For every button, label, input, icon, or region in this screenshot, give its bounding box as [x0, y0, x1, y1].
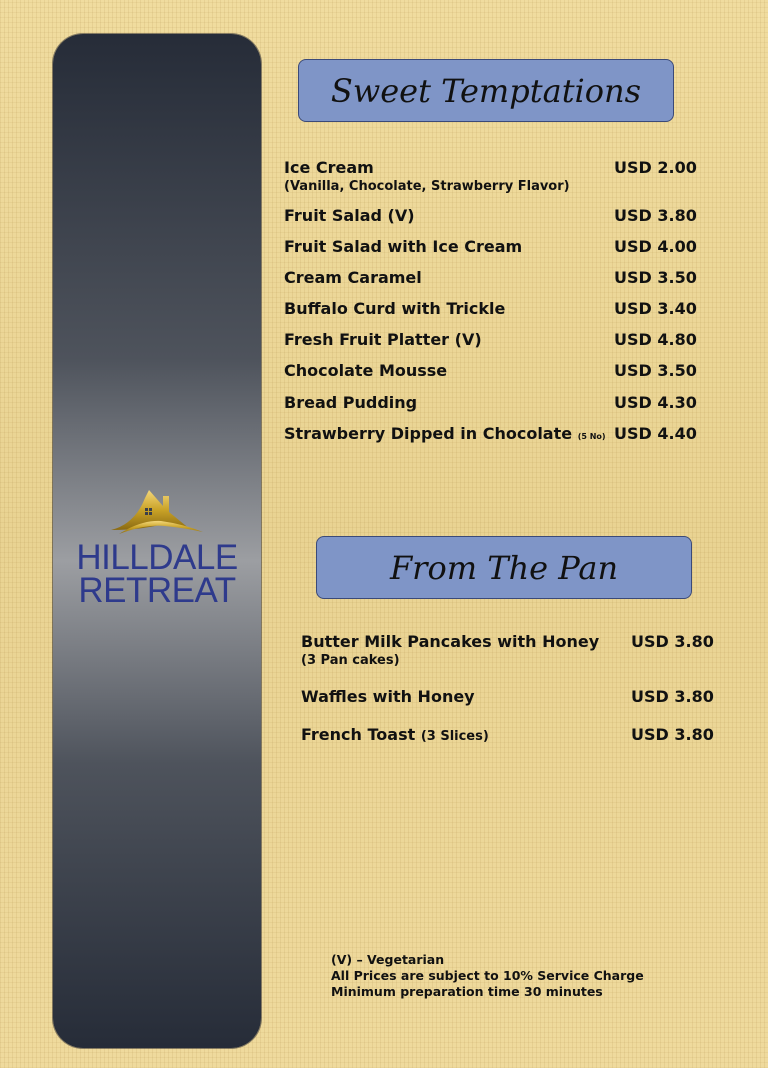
item-price: USD 2.00 [614, 158, 697, 177]
item-price: USD 3.80 [631, 725, 714, 744]
section-banner-from-the-pan [316, 536, 692, 599]
footnote-vegetarian: (V) – Vegetarian [331, 952, 445, 967]
item-price: USD 4.30 [614, 393, 697, 412]
item-price: USD 4.40 [614, 424, 697, 443]
item-name: Fresh Fruit Platter (V) [284, 330, 482, 349]
item-name-text: Strawberry Dipped in Chocolate [284, 424, 573, 443]
item-name: Chocolate Mousse [284, 361, 448, 380]
item-name: Waffles with Honey [301, 687, 475, 706]
item-name [301, 725, 489, 747]
item-price: USD 3.80 [631, 632, 714, 651]
item-name: Fruit Salad (V) [284, 206, 415, 225]
item-name: Butter Milk Pancakes with Honey [301, 632, 600, 651]
item-price: USD 3.40 [614, 299, 697, 318]
item-description: (Vanilla, Chocolate, Strawberry Flavor) [284, 179, 570, 194]
house-roof-icon [105, 480, 209, 540]
side-panel [53, 34, 261, 1048]
item-price: USD 3.50 [614, 268, 697, 287]
item-price: USD 3.80 [614, 206, 697, 225]
footnotes [331, 952, 644, 1000]
item-description: (3 Pan cakes) [301, 653, 400, 668]
item-note: (3 Slices) [420, 729, 489, 744]
item-name-text: French Toast [301, 725, 416, 744]
brand-name-line2: RETREAT [78, 571, 236, 610]
item-name: Buffalo Curd with Trickle [284, 299, 506, 318]
brand-name-line1: HILLDALE [76, 538, 238, 577]
item-name: Fruit Salad with Ice Cream [284, 237, 523, 256]
section-title: Sweet Temptations [330, 71, 642, 110]
item-name [284, 424, 606, 447]
footnote-preparation-time: Minimum preparation time 30 minutes [331, 984, 603, 999]
item-price: USD 4.80 [614, 330, 697, 349]
item-note: (5 No) [577, 432, 606, 441]
section-title: From The Pan [389, 548, 619, 587]
item-name: Cream Caramel [284, 268, 422, 287]
item-name: Ice Cream [284, 158, 374, 177]
footnote-service-charge: All Prices are subject to 10% Service Charge [331, 968, 644, 983]
item-name: Bread Pudding [284, 393, 418, 412]
section-banner-sweet-temptations [298, 59, 674, 122]
item-price: USD 3.80 [631, 687, 714, 706]
item-price: USD 4.00 [614, 237, 697, 256]
item-price: USD 3.50 [614, 361, 697, 380]
